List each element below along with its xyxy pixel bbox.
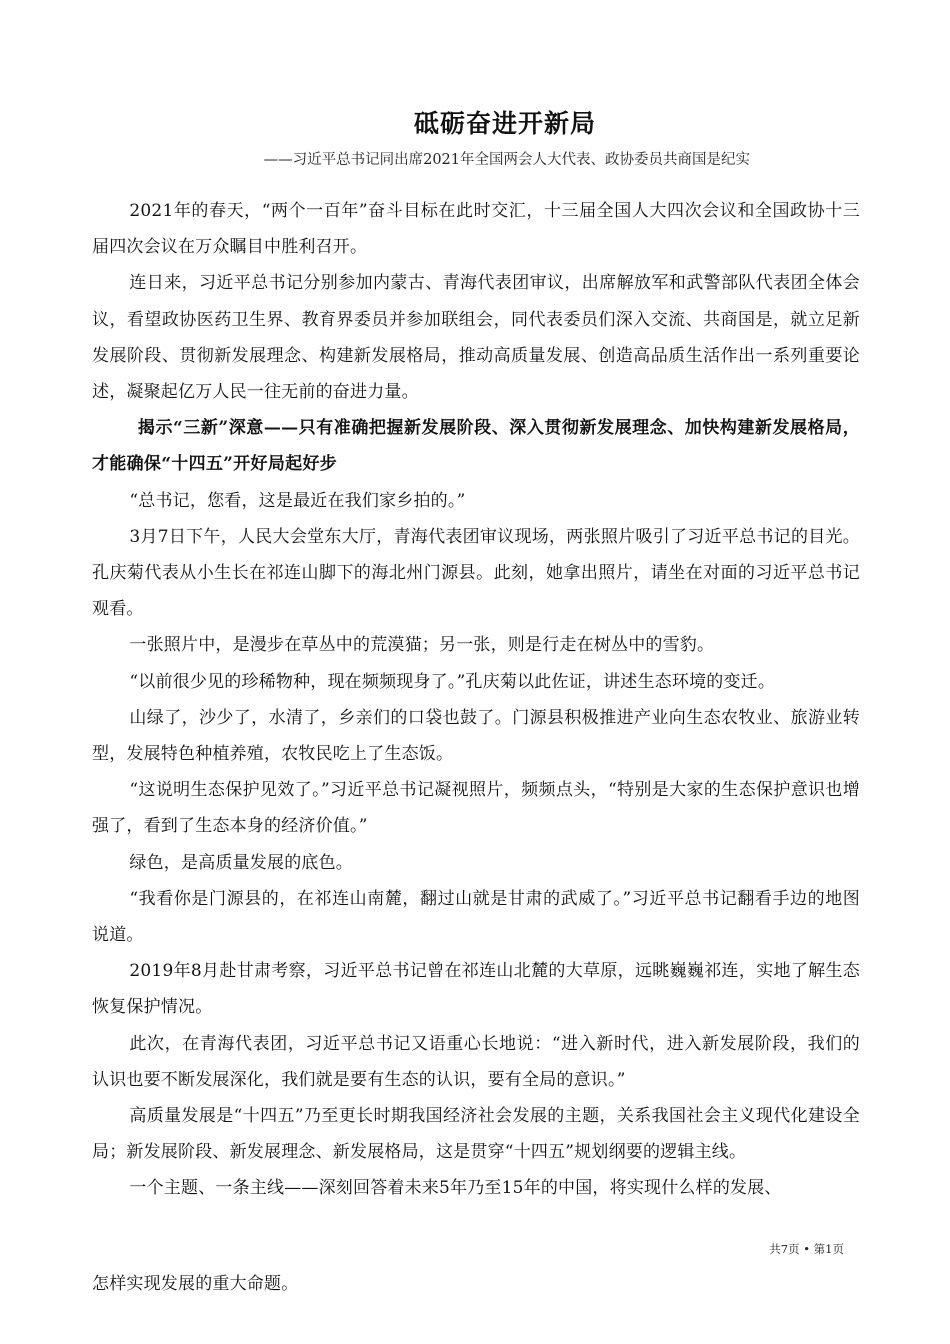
paragraph: “这说明生态保护见效了。”习近平总书记凝视照片，频频点头，“特别是大家的生态保护意识也增强了，看到了生态本身的经济价值。” [92, 780, 860, 837]
paragraph: “总书记，您看，这是最近在我们家乡拍的。” [129, 490, 466, 511]
document-subtitle: ——习近平总书记同出席2021年全国两会人大代表、政协委员共商国是纪实 [263, 152, 750, 168]
article-body [92, 193, 860, 1207]
page-footer: 共7页 • 第1页 [769, 1242, 844, 1256]
paragraph: “我看你是门源县的，在祁连山南麓，翻过山就是甘肃的武威了。”习近平总书记翻看手边的地图说道。 [92, 888, 860, 946]
paragraph: 绿色，是高质量发展的底色。 [129, 852, 353, 873]
paragraph: 2019年8月赴甘肃考察，习近平总书记曾在祁连山北麓的大草原，远眺巍巍祁连，实地了解生态恢复保护情况。 [92, 961, 860, 1018]
paragraph: 一张照片中，是漫步在草丛中的荒漠猫；另一张，则是行走在树丛中的雪豹。 [129, 635, 715, 656]
paragraph: “以前很少见的珍稀物种，现在频频现身了。”孔庆菊以此佐证，讲述生态环境的变迁。 [129, 671, 776, 692]
paragraph: 山绿了，沙少了，水清了，乡亲们的口袋也鼓了。门源县积极推进产业向生态农牧业、旅游业转型，发展特色种植养殖，农牧民吃上了生态饭。 [92, 707, 860, 765]
section-heading: 揭示“三新”深意——只有准确把握新发展阶段、深入贯彻新发展理念、加快构建新发展格局，才能确保“十四五”开好局起好步 [92, 418, 860, 475]
paragraph: 连日来，习近平总书记分别参加内蒙古、青海代表团审议，出席解放军和武警部队代表团全体会议，看望政协医药卫生界、教育界委员并参加联组会，同代表委员们深入交流、共商国是，就立足新发展阶段、贯彻新发展理念、构建新发展格局，推动高质量发展、创造高品质生活作出一系列重要论述，凝聚起亿万人民一往无前的奋进力量。 [92, 273, 860, 403]
paragraph: 高质量发展是“十四五”乃至更长时期我国经济社会发展的主题，关系我国社会主义现代化建设全局；新发展阶段、新发展理念、新发展格局，这是贯穿“十四五”规划纲要的逻辑主线。 [92, 1106, 860, 1163]
document-title: 砥砺奋进开新局 [413, 109, 596, 138]
paragraph: 2021年的春天，“两个一百年”奋斗目标在此时交汇，十三届全国人大四次会议和全国政协十三届四次会议在万众瞩目中胜利召开。 [92, 201, 860, 258]
paragraph: 一个主题、一条主线——深刻回答着未来5年乃至15年的中国，将实现什么样的发展、 [129, 1178, 782, 1199]
paragraph: 3月7日下午，人民大会堂东大厅，青海代表团审议现场，两张照片吸引了习近平总书记的目光。孔庆菊代表从小生长在祁连山脚下的海北州门源县。此刻，她拿出照片，请坐在对面的习近平总书记观看。 [92, 526, 860, 620]
paragraph: 此次，在青海代表团，习近平总书记又语重心长地说：“进入新时代，进入新发展阶段，我们的认识也要不断发展深化，我们就是要有生态的认识，要有全局的意识。” [92, 1033, 860, 1090]
continuation-text: 怎样实现发展的重大命题。 [92, 1274, 299, 1294]
